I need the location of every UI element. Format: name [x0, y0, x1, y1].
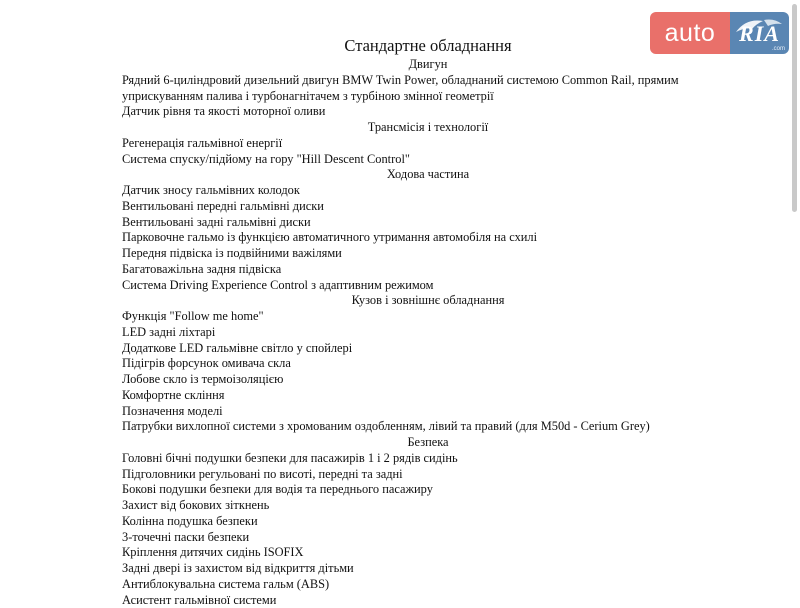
list-item: Кріплення дитячих сидінь ISOFIX	[122, 545, 734, 561]
logo-ria-block	[730, 12, 789, 54]
list-item: Підігрів форсунок омивача скла	[122, 356, 734, 372]
list-item: Асистент гальмівної системи	[122, 593, 734, 608]
list-item: Регенерація гальмівної енергії	[122, 136, 734, 152]
scrollbar-thumb[interactable]	[792, 4, 797, 212]
document-title: Стандартне обладнання	[122, 36, 734, 56]
section-heading-transmission: Трансмісія і технології	[122, 120, 734, 136]
section-heading-safety: Безпека	[122, 435, 734, 451]
list-item: Багатоважільна задня підвіска	[122, 262, 734, 278]
list-item: Антиблокувальна система гальм (ABS)	[122, 577, 734, 593]
list-item: Лобове скло із термоізоляцією	[122, 372, 734, 388]
list-item: Додаткове LED гальмівне світло у спойлері	[122, 341, 734, 357]
list-item: Рядний 6-циліндровий дизельний двигун BMW Twin Power, обладнаний системою Common Rail, прямим уприскуванням палива і турбонагнітачем з турбіною змінної геометрії	[122, 73, 734, 105]
list-item: LED задні ліхтарі	[122, 325, 734, 341]
list-item: Позначення моделі	[122, 404, 734, 420]
list-item: Передня підвіска із подвійними важілями	[122, 246, 734, 262]
list-item: Датчик рівня та якості моторної оливи	[122, 104, 734, 120]
logo-ria-text: RIA	[739, 21, 780, 47]
list-item: Система спуску/підйому на гору "Hill Descent Control"	[122, 152, 734, 168]
list-item: 3-точечні паски безпеки	[122, 530, 734, 546]
autoria-logo	[650, 12, 789, 54]
section-heading-engine: Двигун	[122, 57, 734, 73]
list-item: Система Driving Experience Control з адаптивним режимом	[122, 278, 734, 294]
list-item: Бокові подушки безпеки для водія та переднього пасажиру	[122, 482, 734, 498]
list-item: Колінна подушка безпеки	[122, 514, 734, 530]
list-item: Датчик зносу гальмівних колодок	[122, 183, 734, 199]
logo-auto-text: auto	[650, 12, 730, 54]
list-item: Задні двері із захистом від відкриття дітьми	[122, 561, 734, 577]
list-item: Головні бічні подушки безпеки для пасажирів 1 і 2 рядів сидінь	[122, 451, 734, 467]
list-item: Функція "Follow me home"	[122, 309, 734, 325]
list-item: Комфортне скління	[122, 388, 734, 404]
scrollbar[interactable]	[792, 0, 798, 600]
list-item: Підголовники регульовані по висоті, передні та задні	[122, 467, 734, 483]
list-item: Вентильовані задні гальмівні диски	[122, 215, 734, 231]
list-item: Захист від бокових зіткнень	[122, 498, 734, 514]
section-heading-chassis: Ходова частина	[122, 167, 734, 183]
list-item: Вентильовані передні гальмівні диски	[122, 199, 734, 215]
section-heading-body-exterior: Кузов і зовнішнє обладнання	[122, 293, 734, 309]
list-item: Парковочне гальмо із функцією автоматичного утримання автомобіля на схилі	[122, 230, 734, 246]
list-item: Патрубки вихлопної системи з хромованим оздобленням, лівий та правий (для M50d - Cerium Grey)	[122, 419, 734, 435]
equipment-document	[122, 36, 734, 608]
logo-domain-text: .com	[772, 46, 785, 52]
